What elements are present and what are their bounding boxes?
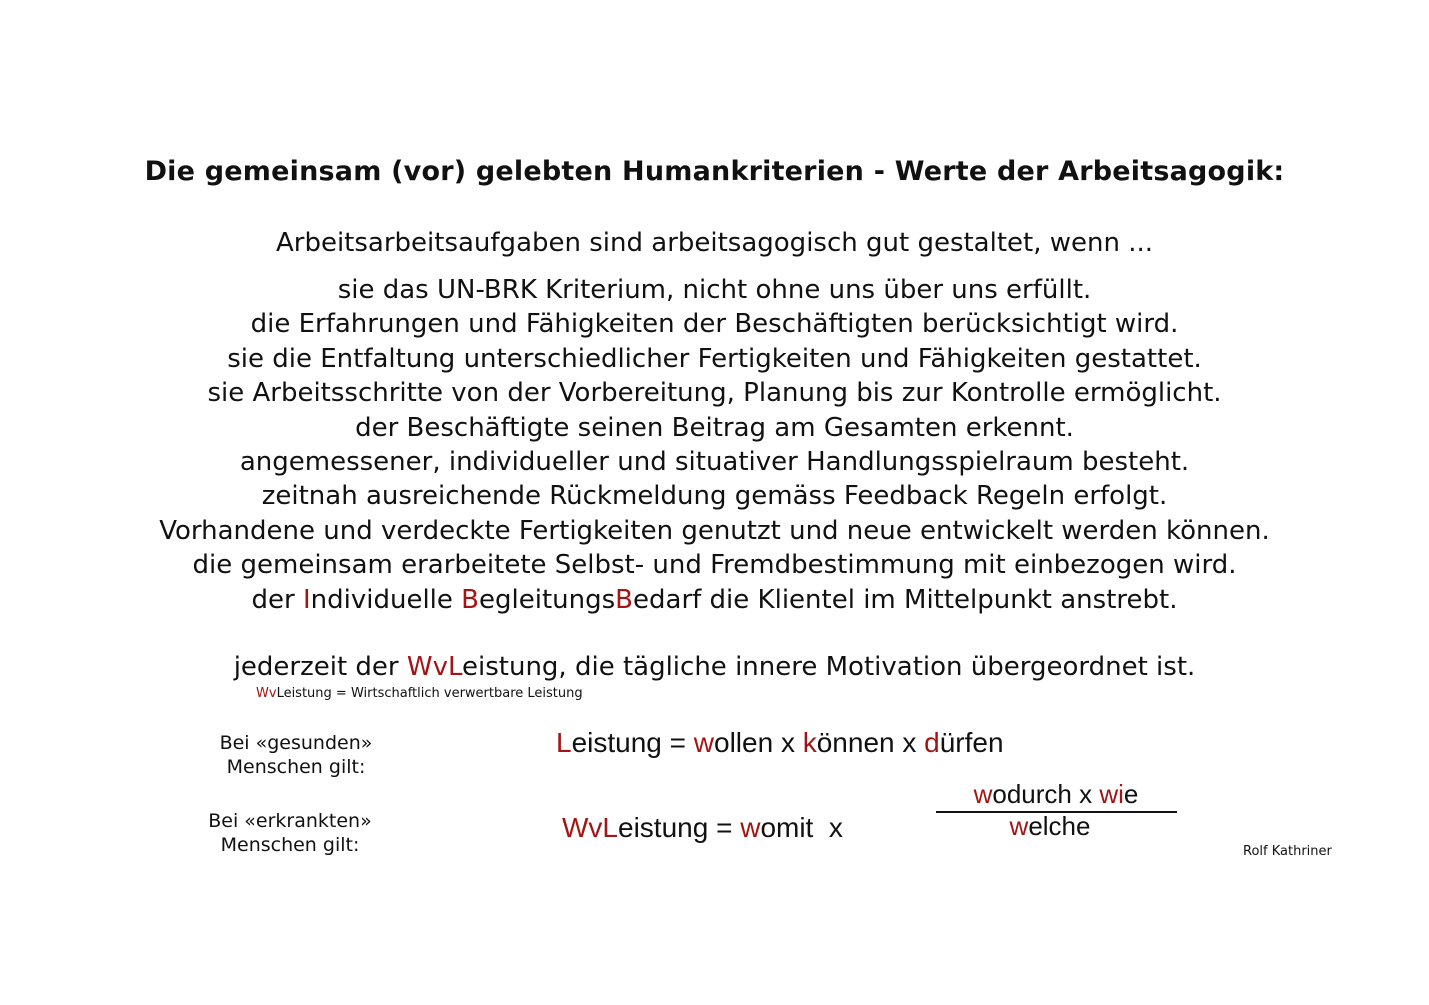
wv-prefix: jederzeit der xyxy=(233,652,407,682)
sick-label xyxy=(190,809,390,857)
numerator-text: e xyxy=(1123,779,1139,809)
formula-wvl: WvL xyxy=(562,812,618,843)
fraction-numerator xyxy=(936,779,1176,810)
criterion-item: der Beschäftigte seinen Beitrag am Gesamten erkennt. xyxy=(355,412,1074,443)
ibb-letter-i: I xyxy=(302,584,311,615)
formula-text: omit x xyxy=(760,812,843,843)
healthy-label-line-2: Menschen gilt: xyxy=(226,756,366,778)
criterion-item: sie die Entfaltung unterschiedlicher Fertigkeiten und Fähigkeiten gestattet. xyxy=(227,343,1202,374)
criterion-item-ibb xyxy=(0,583,1429,617)
ibb-word-3: edarf die Klientel im Mittelpunkt anstrebt. xyxy=(633,584,1178,615)
page-title: Die gemeinsam (vor) gelebten Humankriterien - Werte der Arbeitsagogik: xyxy=(144,156,1285,187)
criterion-item: Vorhandene und verdeckte Fertigkeiten genutzt und neue entwickelt werden können. xyxy=(159,515,1270,546)
ibb-word-2: egleitungs xyxy=(479,584,616,615)
wv-footnote-text: Leistung = Wirtschaftlich verwertbare Leistung xyxy=(276,686,583,701)
sick-label-line-1: Bei «erkrankten» xyxy=(208,810,372,832)
criterion-item: sie Arbeitsschritte von der Vorbereitung, Planung bis zur Kontrolle ermöglicht. xyxy=(207,378,1222,409)
formula-w: w xyxy=(693,727,715,758)
formula-d: d xyxy=(924,727,940,758)
formula-text: ollen x xyxy=(714,727,803,758)
intro-text: Arbeitsarbeitsaufgaben sind arbeitsagogisch gut gestaltet, wenn ... xyxy=(275,228,1154,258)
ibb-prefix: der xyxy=(251,584,303,615)
formula-healthy xyxy=(556,727,1004,759)
criterion-item: zeitnah ausreichende Rückmeldung gemäss Feedback Regeln erfolgt. xyxy=(261,481,1168,512)
formula-w: w xyxy=(740,812,761,843)
denominator-w: w xyxy=(1009,811,1029,841)
formula-l: L xyxy=(556,727,572,758)
wv-statement xyxy=(0,652,1429,682)
criteria-list xyxy=(0,273,1429,617)
formula-text: önnen x xyxy=(816,727,925,758)
author-credit: Rolf Kathriner xyxy=(1243,844,1332,859)
healthy-label xyxy=(196,731,396,779)
ibb-word-1: ndividuelle xyxy=(310,584,462,615)
criterion-item: angemessener, individueller und situativer Handlungsspielraum besteht. xyxy=(239,447,1190,478)
numerator-wi: wi xyxy=(1099,779,1124,809)
criterion-item: sie das UN-BRK Kriterium, nicht ohne uns über uns erfüllt. xyxy=(337,275,1092,305)
formula-k: k xyxy=(802,727,817,758)
wv-highlight: WvL xyxy=(406,652,463,682)
ibb-letter-b1: B xyxy=(461,584,480,615)
formula-text: eistung = xyxy=(618,812,741,843)
wv-footnote-abbr: Wv xyxy=(256,686,277,701)
healthy-label-line-1: Bei «gesunden» xyxy=(219,732,373,754)
criterion-item: die Erfahrungen und Fähigkeiten der Beschäftigten berücksichtigt wird. xyxy=(250,309,1179,340)
numerator-text: odurch x xyxy=(992,779,1100,809)
fraction-denominator xyxy=(936,811,1164,842)
ibb-letter-b2: B xyxy=(615,584,634,615)
denominator-text: elche xyxy=(1028,811,1091,841)
wv-footnote xyxy=(256,686,583,701)
formula-text: eistung = xyxy=(571,727,694,758)
wv-suffix: eistung, die tägliche innere Motivation übergeordnet ist. xyxy=(462,652,1196,682)
sick-label-line-2: Menschen gilt: xyxy=(220,834,360,856)
criterion-item: die gemeinsam erarbeitete Selbst- und Fremdbestimmung mit einbezogen wird. xyxy=(192,550,1237,581)
formula-text: ürfen xyxy=(939,727,1004,758)
numerator-w: w xyxy=(973,779,993,809)
formula-sick xyxy=(562,812,843,844)
